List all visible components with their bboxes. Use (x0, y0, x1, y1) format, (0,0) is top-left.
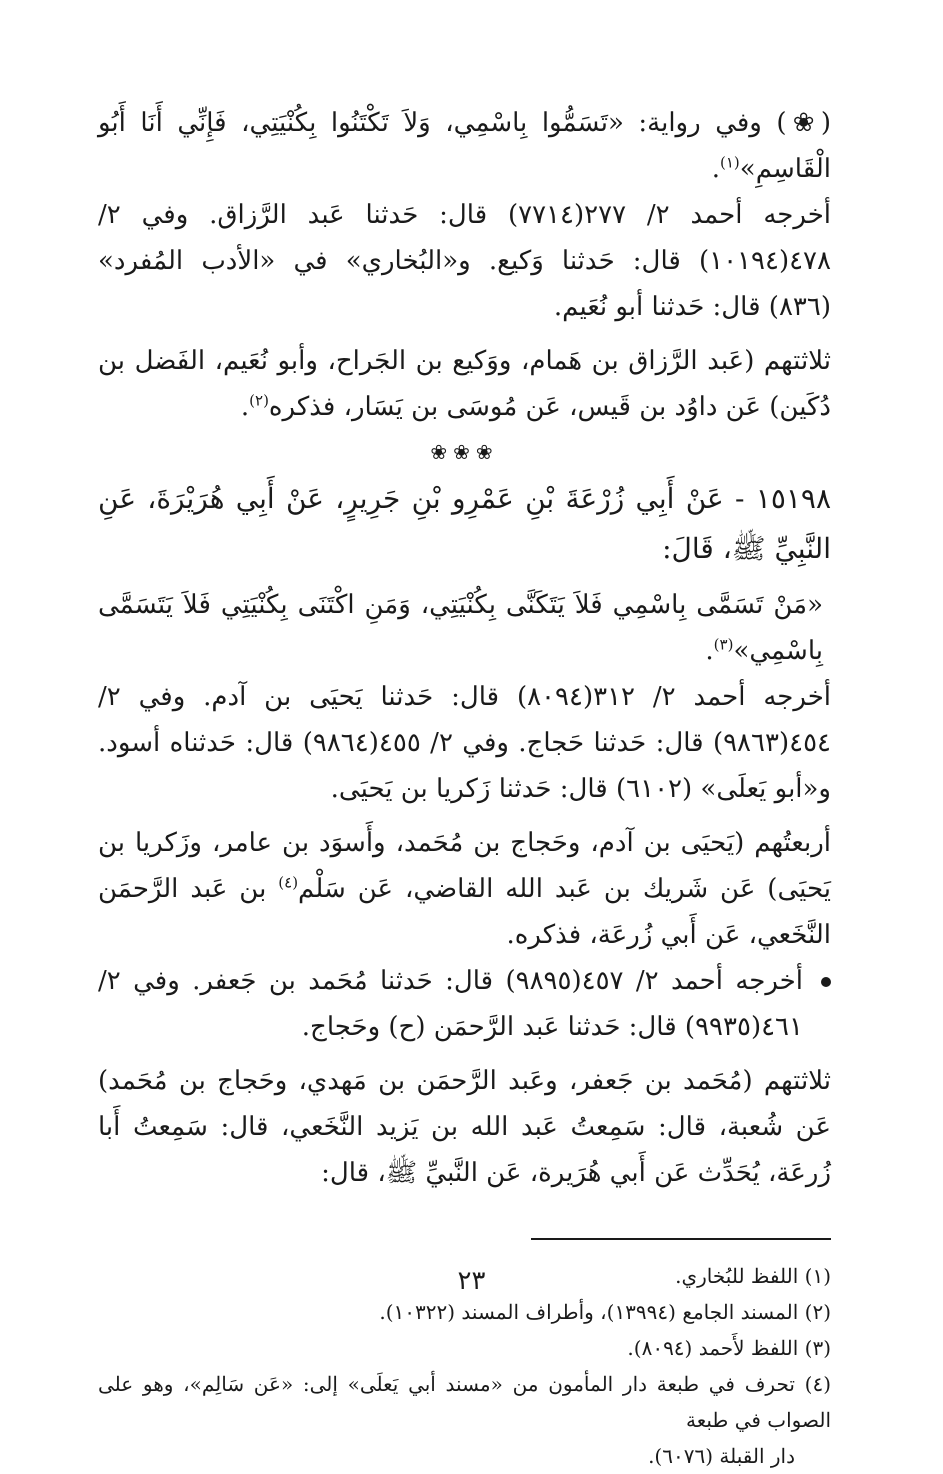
bullet-icon (821, 977, 831, 987)
main-text (98, 100, 831, 1196)
hadith-text: «مَنْ تَسَمَّى بِاسْمِي فَلاَ يَتَكَنَّى بِكُنْيَتِي، وَمَنِ اكْتَنَى بِكُنْيَتِي فَلاَ يَتَسَمَّى بِاسْمِي»$^{(٣)}$. (98, 590, 823, 666)
footnote-divider (531, 1238, 831, 1240)
footnote-ref-2[interactable]: (٢) (249, 391, 269, 410)
isnad-summary-3: ثلاثتهم (مُحَمد بن جَعفر، وعَبد الرَّحمَن بن مَهدي، وحَجاج بن مُحَمد) عَن شُعبة، قال: سَمِعتُ عَبد الله بن يَزيد النَّخَعي، قال: سَمِعتُ أَبا زُرعَة، يُحَدِّث عَن أَبي هُرَيرة، عَن النَّبيِّ ﷺ، قال: (98, 1066, 831, 1188)
footnote-1: (١) اللفظ للبُخاري. (675, 1264, 831, 1288)
takhrij-paragraph-1: أخرجه أحمد ٢/ ٢٧٧(٧٧١٤) قال: حَدثنا عَبد الرَّزاق. وفي ٢/ ٤٧٨(١٠١٩٤) قال: حَدثنا وَكيع. و«البُخاري» في «الأدب المُفرد» (٨٣٦) قال: حَدثنا أبو نُعَيم. (98, 200, 831, 322)
footnote-ref-1[interactable]: (١) (720, 153, 740, 172)
section-separator: ❀❀❀ (430, 440, 499, 464)
footnote-3: (٣) اللفظ لأَحمد (٨٠٩٤). (627, 1336, 831, 1360)
footnote-4: (٤) تحرف في طبعة دار المأمون من «مسند أبي يَعلَى» إلى: «عَن سَالِم»، وهو على الصواب في طبعة (98, 1372, 831, 1432)
variant-narration: (❀) وفي رواية: «تَسَمُّوا بِاسْمِي، وَلاَ تَكْتَنُوا بِكُنْيَتِي، فَإِنِّي أَنَا أَبُو الْقَاسِمِ»$^{(١)}$. (98, 108, 831, 184)
takhrij-paragraph-3: أخرجه أحمد ٢/ ٤٥٧(٩٨٩٥) قال: حَدثنا مُحَمد بن جَعفر. وفي ٢/ ٤٦١(٩٩٣٥) قال: حَدثنا عَبد الرَّحمَن (ح) وحَجاج. (98, 958, 831, 1050)
isnad-summary-2: أربعتُهم (يَحيَى بن آدم، وحَجاج بن مُحَمد، وأَسوَد بن عامر، وزَكريا بن يَحيَى) عَن شَريك بن عَبد الله القاضي، عَن سَلْم$^{(٤)}$ بن عَبد الرَّحمَن النَّخَعي، عَن أَبي زُرعَة، فذكره. (98, 828, 831, 950)
page-number: ٢٣ (457, 1266, 486, 1296)
takhrij-paragraph-2: أخرجه أحمد ٢/ ٣١٢(٨٠٩٤) قال: حَدثنا يَحيَى بن آدم. وفي ٢/ ٤٥٤(٩٨٦٣) قال: حَدثنا حَجاج. وفي ٢/ ٤٥٥(٩٨٦٤) قال: حَدثناه أسود. و«أبو يَعلَى» (٦١٠٢) قال: حَدثنا زَكريا بن يَحيَى. (98, 682, 832, 804)
hadith-heading: ١٥١٩٨ - عَنْ أَبِي زُرْعَةَ بْنِ عَمْرِو بْنِ جَرِيرٍ، عَنْ أَبِي هُرَيْرَةَ، عَنِ النَّبِيِّ ﷺ، قَالَ: (98, 482, 831, 565)
footnote-4-continued: دار القبلة (٦٠٧٦). (648, 1444, 795, 1468)
footnote-2: (٢) المسند الجامع (١٣٩٩٤)، وأطراف المسند (١٠٣٢٢). (379, 1300, 831, 1324)
footnote-ref-4[interactable]: (٤) (278, 873, 299, 892)
footnote-ref-3[interactable]: (٣) (713, 635, 734, 654)
isnad-summary-1: ثلاثتهم (عَبد الرَّزاق بن هَمام، ووَكيع بن الجَراح، وأبو نُعَيم، الفَضل بن دُكَين) عَن داوُد بن قَيس، عَن مُوسَى بن يَسَار، فذكره$^{(٢)}$. (98, 346, 831, 422)
